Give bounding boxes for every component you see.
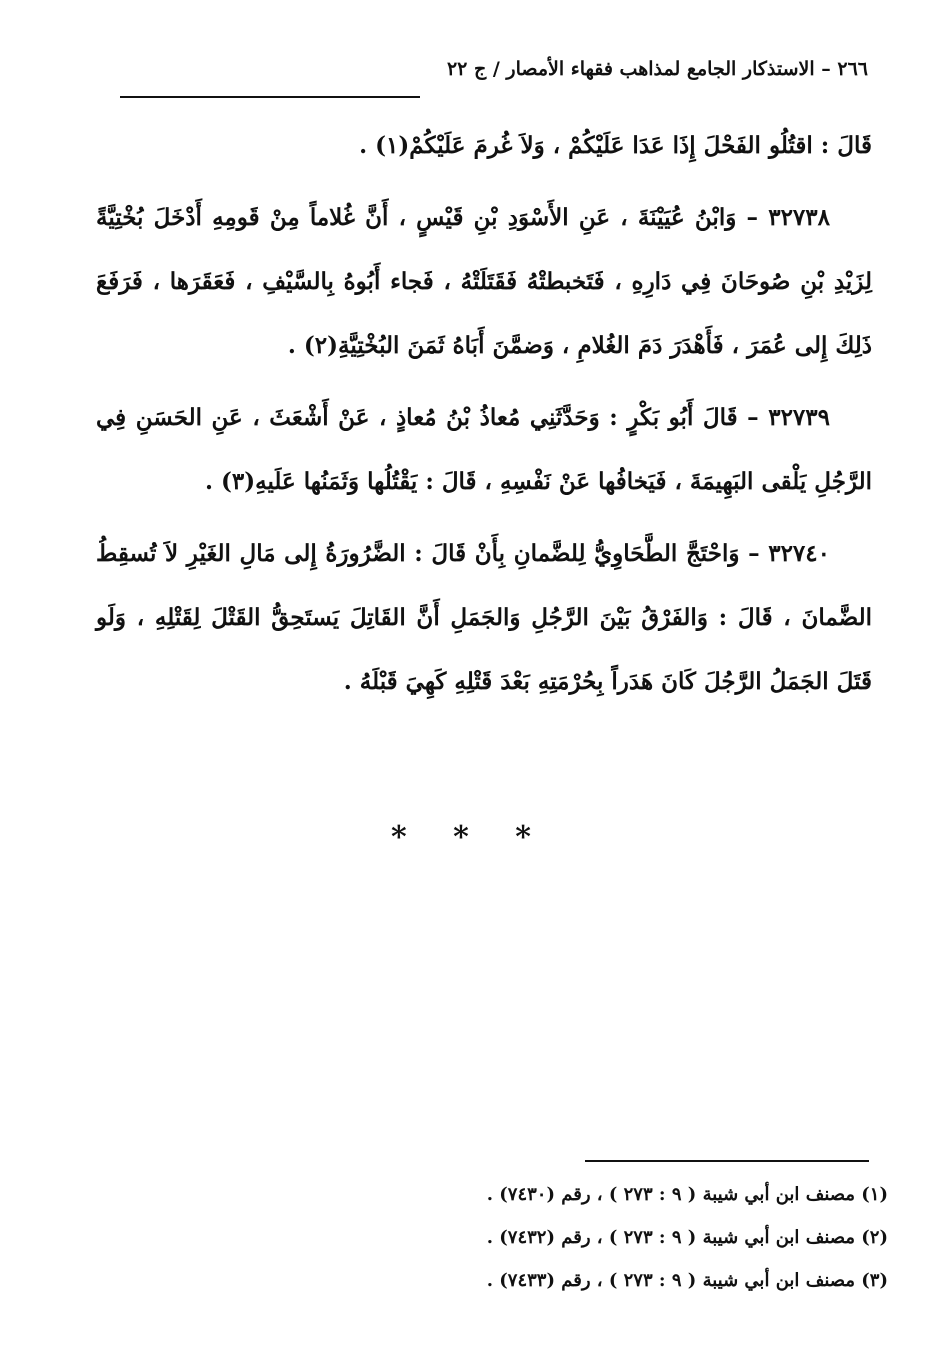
running-header — [100, 58, 868, 98]
header-title: ٢٦٦ – الاستذكار الجامع لمذاهب فقهاء الأمصار / ج ٢٢ — [446, 58, 868, 80]
paragraph-continuation: قَالَ : اقتُلُو الفَحْلَ إِذَا عَدَا عَلَيْكُمْ ، وَلاَ غُرمَ عَلَيْكُمْ(١) . — [359, 132, 872, 159]
paragraph-32740: ٣٢٧٤٠ – وَاحْتَجَّ الطَّحَاوِيُّ لِلضَّمانِ بِأَنْ قَالَ : الضَّرُورَةُ إِلى مَالِ الغَيْرِ لاَ تُسقِطُ الضَّمانَ ، قَالَ : وَالفَرْقُ بَيْنَ الرَّجُلِ وَالجَمَلِ أَنَّ القَاتِلَ يَستَحِقُّ القَتْلَ لِقَتْلِهِ ، وَلَو قَتَلَ الجَمَلُ الرَّجُلَ كَانَ هَدَراً بِحُرْمَتِهِ بَعْدَ قَتْلِهِ كَهِيَ قَبْلَهُ . — [96, 540, 872, 695]
footnotes — [300, 1173, 888, 1302]
footnote-divider — [585, 1160, 869, 1162]
paragraph-32738: ٣٢٧٣٨ – وَابْنُ عُيَيْنَةَ ، عَنِ الأَسْوَدِ بْنِ قَيْسٍ ، أَنَّ غُلاماً مِنْ قَومِهِ أَدْخَلَ بُخْتِيَّةً لِزَيْدِ بْنِ صُوحَانَ فِي دَارِهِ ، فَتَخبطتْهُ فَقَتَلَتْهُ ، فَجاء أَبُوهُ بِالسَّيْفِ ، فَعَقَرَها ، فَرَفَعَ ذَلِكَ إِلى عُمَرَ ، فَأَهْدَرَ دَمَ الغُلامِ ، وَضمَّنَ أَبَاهُ ثَمَنَ البُخْتِيَّةِ(٢) . — [96, 204, 872, 359]
footnote-2: (٢) مصنف ابن أبي شيبة ( ٩ : ٢٧٣ ) ، رقم (٧٤٣٢) . — [486, 1227, 888, 1248]
footnote-3: (٣) مصنف ابن أبي شيبة ( ٩ : ٢٧٣ ) ، رقم (٧٤٣٣) . — [486, 1270, 888, 1291]
paragraph-32739: ٣٢٧٣٩ – قَالَ أَبُو بَكْرٍ : وَحَدَّثَنِي مُعاذُ بْنُ مُعاذٍ ، عَنْ أَشْعَثَ ، عَنِ الحَسَنِ فِي الرَّجُلِ يَلْقى البَهِيمَةَ ، فَيَخافُها عَنْ نَفْسِهِ ، قَالَ : يَقْتُلُها وَثَمَنُها عَلَيهِ(٣) . — [96, 404, 872, 495]
header-divider — [120, 96, 420, 98]
section-separator: * * * — [391, 820, 549, 855]
main-text — [96, 114, 872, 722]
footnote-1: (١) مصنف ابن أبي شيبة ( ٩ : ٢٧٣ ) ، رقم (٧٤٣٠) . — [486, 1184, 888, 1205]
